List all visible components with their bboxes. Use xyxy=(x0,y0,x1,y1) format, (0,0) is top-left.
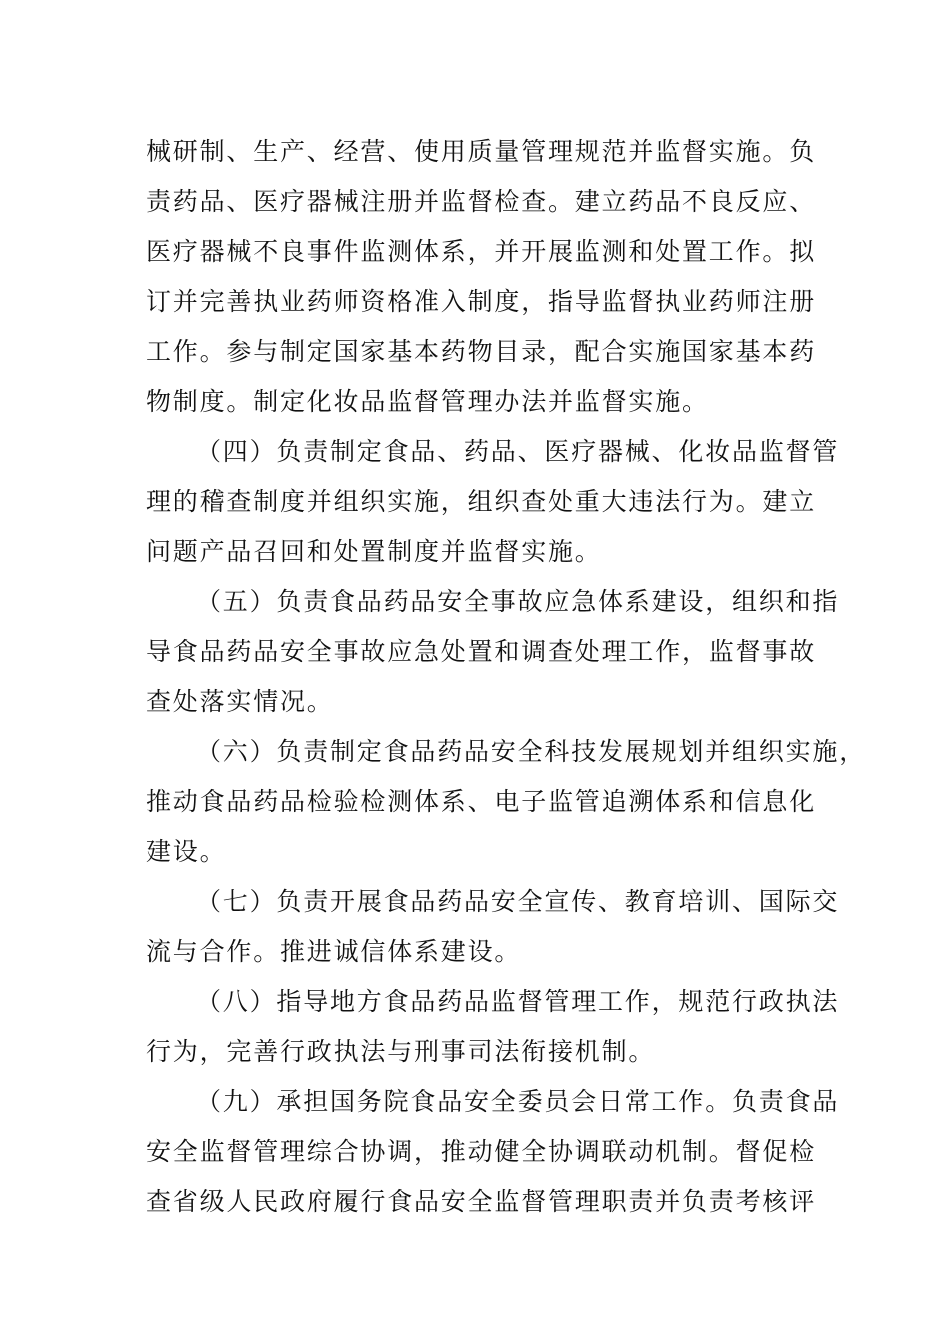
text-line: 行为，完善行政执法与刑事司法衔接机制。 xyxy=(146,1037,656,1066)
paragraph-4-first-line: （四）负责制定食品、药品、医疗器械、化妆品监督管 xyxy=(196,437,840,466)
paragraph-6-first-line: （六）负责制定食品药品安全科技发展规划并组织实施， xyxy=(196,737,867,766)
paragraph-5-first-line: （五）负责食品药品安全事故应急体系建设，组织和指 xyxy=(196,587,840,616)
text-line: 查处落实情况。 xyxy=(146,687,334,716)
text-line: 安全监督管理综合协调，推动健全协调联动机制。督促检 xyxy=(146,1137,817,1166)
text-line: 导食品药品安全事故应急处置和调查处理工作，监督事故 xyxy=(146,637,817,666)
text-line: 查省级人民政府履行食品安全监督管理职责并负责考核评 xyxy=(146,1187,817,1216)
paragraph-7-first-line: （七）负责开展食品药品安全宣传、教育培训、国际交 xyxy=(196,887,840,916)
text-line: 责药品、医疗器械注册并监督检查。建立药品不良反应、 xyxy=(146,187,817,216)
text-line: 理的稽查制度并组织实施，组织查处重大违法行为。建立 xyxy=(146,487,817,516)
text-line: 问题产品召回和处置制度并监督实施。 xyxy=(146,537,602,566)
text-line: 流与合作。推进诚信体系建设。 xyxy=(146,937,522,966)
paragraph-8-first-line: （八）指导地方食品药品监督管理工作，规范行政执法 xyxy=(196,987,840,1016)
text-line: 械研制、生产、经营、使用质量管理规范并监督实施。负 xyxy=(146,137,817,166)
text-line: 建设。 xyxy=(146,837,227,866)
text-line: 物制度。制定化妆品监督管理办法并监督实施。 xyxy=(146,387,709,416)
text-line: 推动食品药品检验检测体系、电子监管追溯体系和信息化 xyxy=(146,787,817,816)
text-line: 订并完善执业药师资格准入制度，指导监督执业药师注册 xyxy=(146,287,817,316)
paragraph-9-first-line: （九）承担国务院食品安全委员会日常工作。负责食品 xyxy=(196,1087,840,1116)
text-line: 工作。参与制定国家基本药物目录，配合实施国家基本药 xyxy=(146,337,817,366)
text-line: 医疗器械不良事件监测体系，并开展监测和处置工作。拟 xyxy=(146,237,817,266)
